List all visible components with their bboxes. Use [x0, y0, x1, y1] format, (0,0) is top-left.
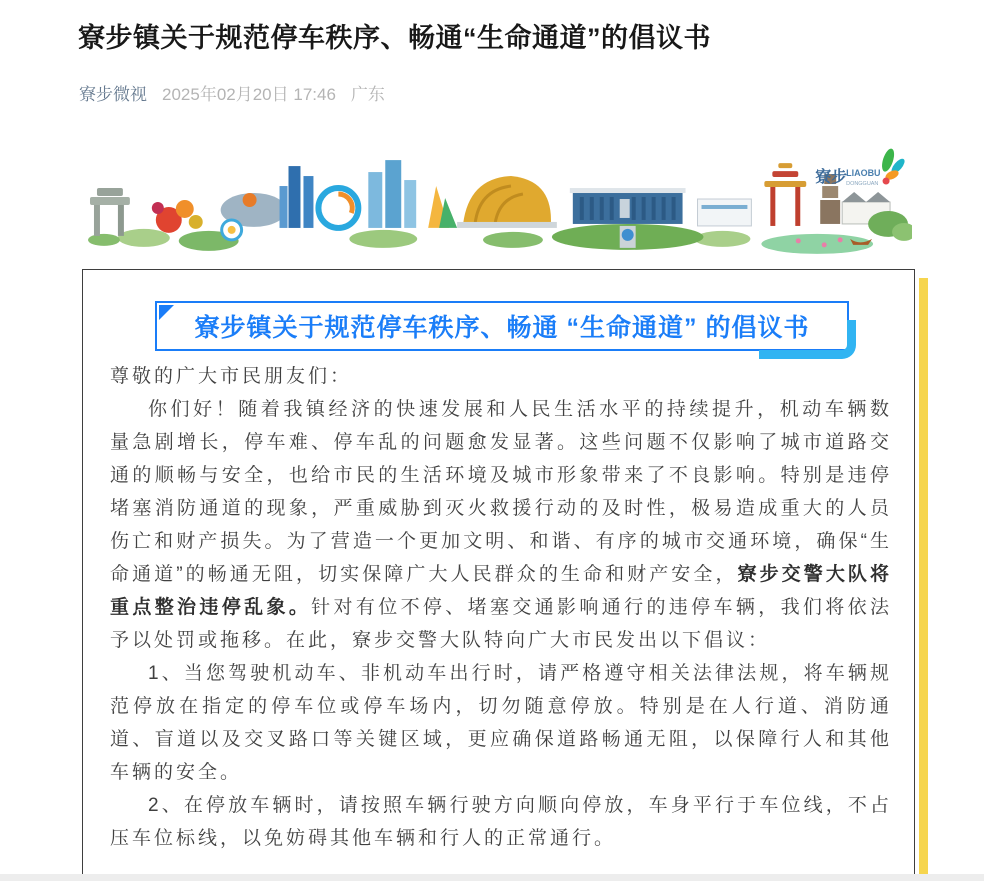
page-bottom-divider [0, 874, 984, 881]
proposal-item-2: 2、在停放车辆时，请按照车辆行驶方向顺向停放，车身平行于车位线，不占压车位标线，以免妨碍其他车辆和行人的正常通行。 [110, 795, 892, 849]
article-meta [79, 80, 385, 105]
banner-logo-group [815, 147, 907, 187]
banner-logo-sub: LIAOBU [846, 168, 881, 179]
intro-text-bold: 寮步交警大队将重点整治违停乱象。 [110, 564, 892, 618]
banner-logo-text: 寮步 [815, 169, 848, 187]
card-title-band [155, 301, 849, 351]
proposal-item-1: 1、当您驾驶机动车、非机动车出行时，请严格遵守相关法律法规，将车辆规范停放在指定的停车位或停车场内，切勿随意停放。特别是在人行道、消防通道、盲道以及交叉路口等关键区域，更应确保道路畅通无阻，以保障行人和其他车辆的安全。 [110, 663, 892, 783]
publish-location: 广东 [350, 85, 385, 104]
card-title: 寮步镇关于规范停车秩序、畅通 “生命通道” 的倡议书 [194, 314, 810, 342]
stadium-towers-group [221, 160, 457, 240]
proposal-body [110, 360, 892, 855]
banner-logo-sub2: DONGGUAN [846, 181, 879, 188]
salutation: 尊敬的广大市民朋友们： [110, 366, 353, 387]
intro-text-pre: 你们好！随着我镇经济的快速发展和人民生活水平的持续提升，机动车辆数量急剧增长，停车难、停车乱的问题愈发显著。这些问题不仅影响了城市道路交通的顺畅与安全，也给市民的生活环境及城市形象带来了不良影响。特别是违停堵塞消防通道的现象，严重威胁到灭火救援行动的及时性，极易造成重大的人员伤亡和财产损失。为了营造一个更加文明、和谐、有序的城市交通环境，确保“生命通道”的畅通无阻，切实保障广大人民群众的生命和财产安全， [110, 399, 892, 585]
intro-text-post: 针对有位不停、堵塞交通影响通行的违停车辆，我们将依法予以处罚或拖移。在此，寮步交警大队特向广大市民发出以下倡议： [110, 597, 892, 651]
page-title: 寮步镇关于规范停车秩序、畅通“生命通道”的倡议书 [78, 23, 711, 53]
left-landmarks-group [90, 188, 203, 236]
corner-bracket-decoration [759, 320, 856, 359]
proposal-card [82, 269, 915, 881]
banner-cityscape-svg [84, 142, 912, 258]
intro-paragraph [110, 393, 892, 657]
corner-triangle-decoration [159, 305, 174, 320]
butterfly-icon [880, 147, 907, 184]
card-shadow-accent [919, 278, 928, 874]
publish-datetime: 2025年02月20日 17:46 [162, 85, 336, 104]
banner-illustration [84, 142, 912, 258]
account-name[interactable]: 寮步微视 [79, 85, 147, 104]
